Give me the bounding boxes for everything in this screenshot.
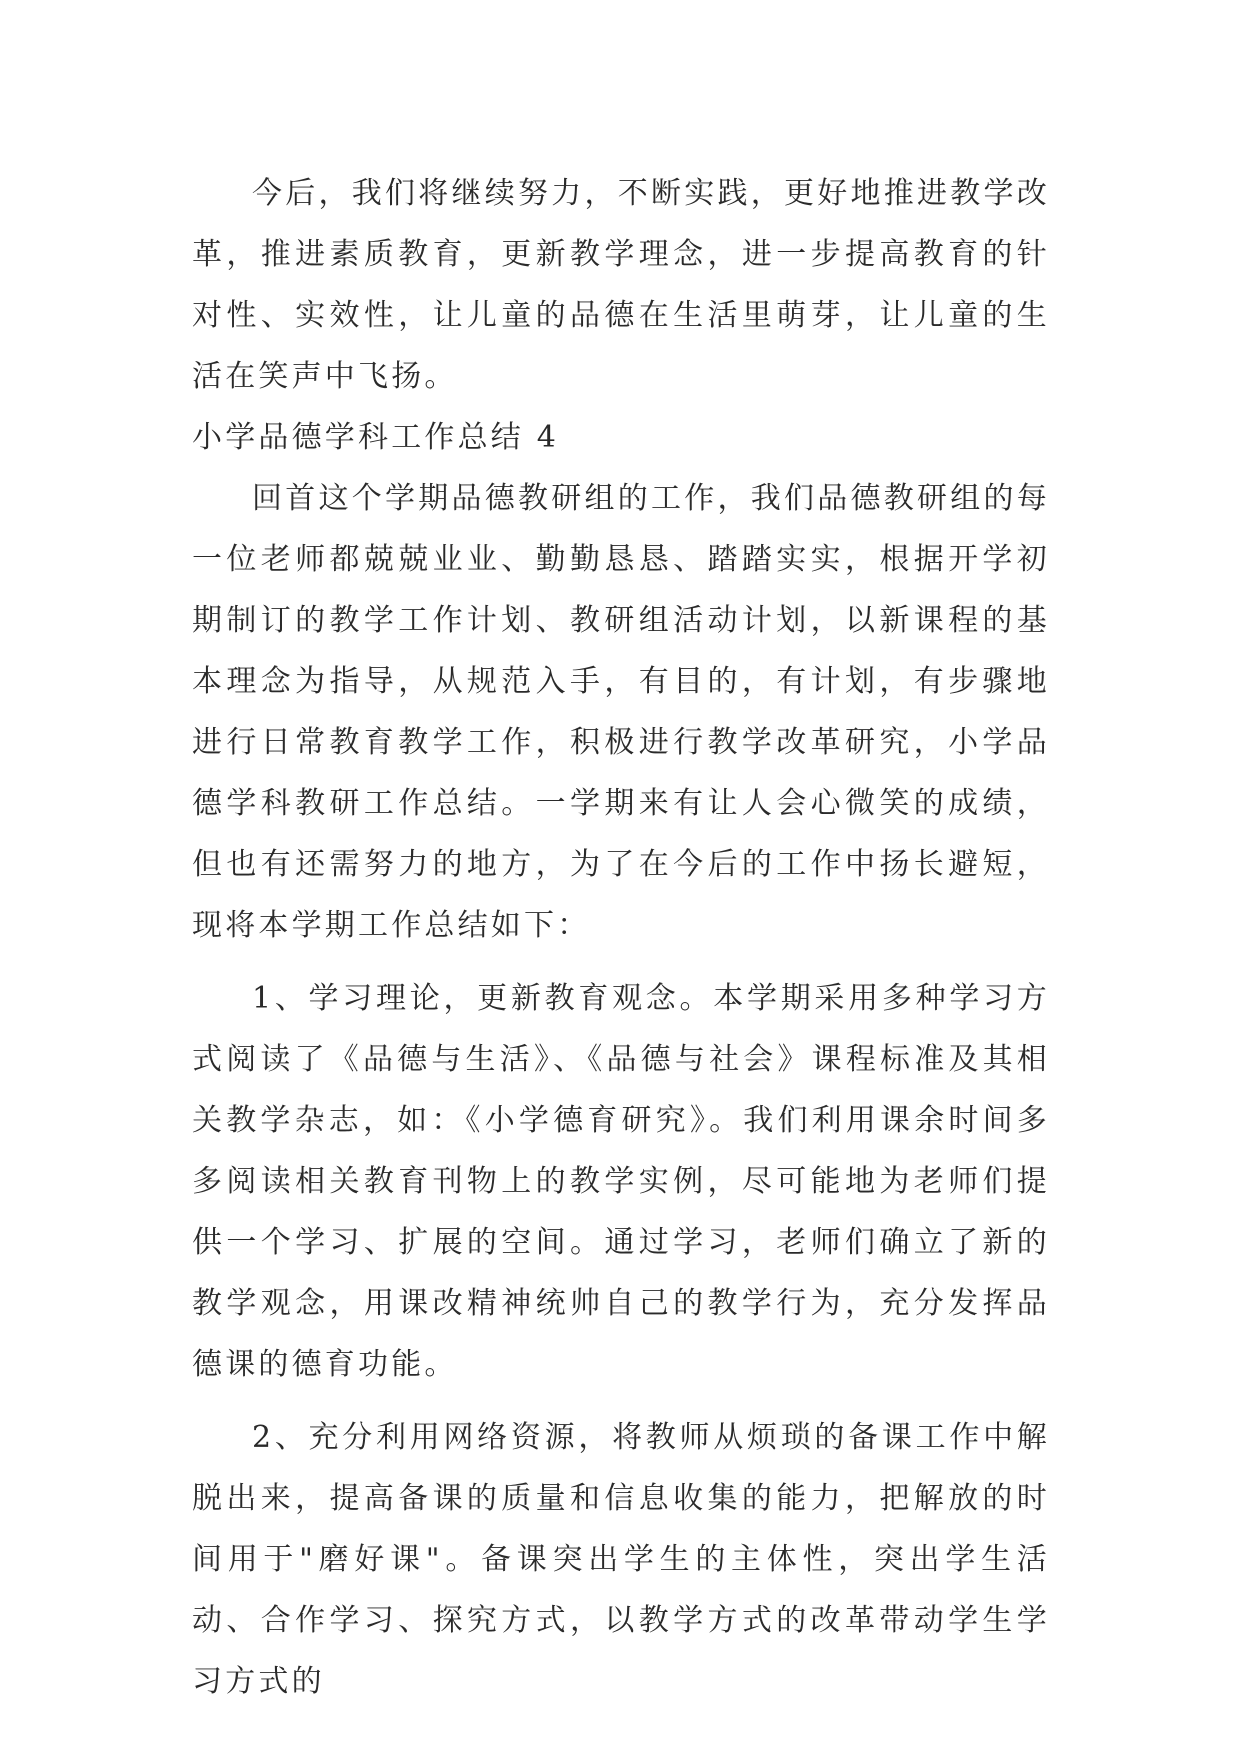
paragraph-intro: 回首这个学期品德教研组的工作，我们品德教研组的每一位老师都兢兢业业、勤勤恳恳、踏踏实实，根据开学初期制订的教学工作计划、教研组活动计划，以新课程的基本理念为指导，从规范入手，有目的，有计划，有步骤地进行日常教育教学工作，积极进行教学改革研究，小学品德学科教研工作总结。一学期来有让人会心微笑的成绩，但也有还需努力的地方，为了在今后的工作中扬长避短，现将本学期工作总结如下：	[192, 481, 1050, 943]
paragraph-item-2: 2、充分利用网络资源，将教师从烦琐的备课工作中解脱出来，提高备课的质量和信息收集的能力，把解放的时间用于"磨好课"。备课突出学生的主体性，突出学生活动、合作学习、探究方式，以教学方式的改革带动学生学习方式的	[192, 1420, 1050, 1699]
paragraph-item-1: 1、学习理论，更新教育观念。本学期采用多种学习方式阅读了《品德与生活》、《品德与社会》课程标准及其相关教学杂志，如：《小学德育研究》。我们利用课余时间多多阅读相关教育刊物上的教学实例，尽可能地为老师们提供一个学习、扩展的空间。通过学习，老师们确立了新的教学观念，用课改精神统帅自己的教学行为，充分发挥品德课的德育功能。	[192, 981, 1050, 1382]
paragraph-closing: 今后，我们将继续努力，不断实践，更好地推进教学改革，推进素质教育，更新教学理念，进一步提高教育的针对性、实效性，让儿童的品德在生活里萌芽，让儿童的生活在笑声中飞扬。	[192, 176, 1050, 394]
section-heading: 小学品德学科工作总结 4	[192, 420, 560, 455]
document-page	[192, 163, 1050, 1712]
